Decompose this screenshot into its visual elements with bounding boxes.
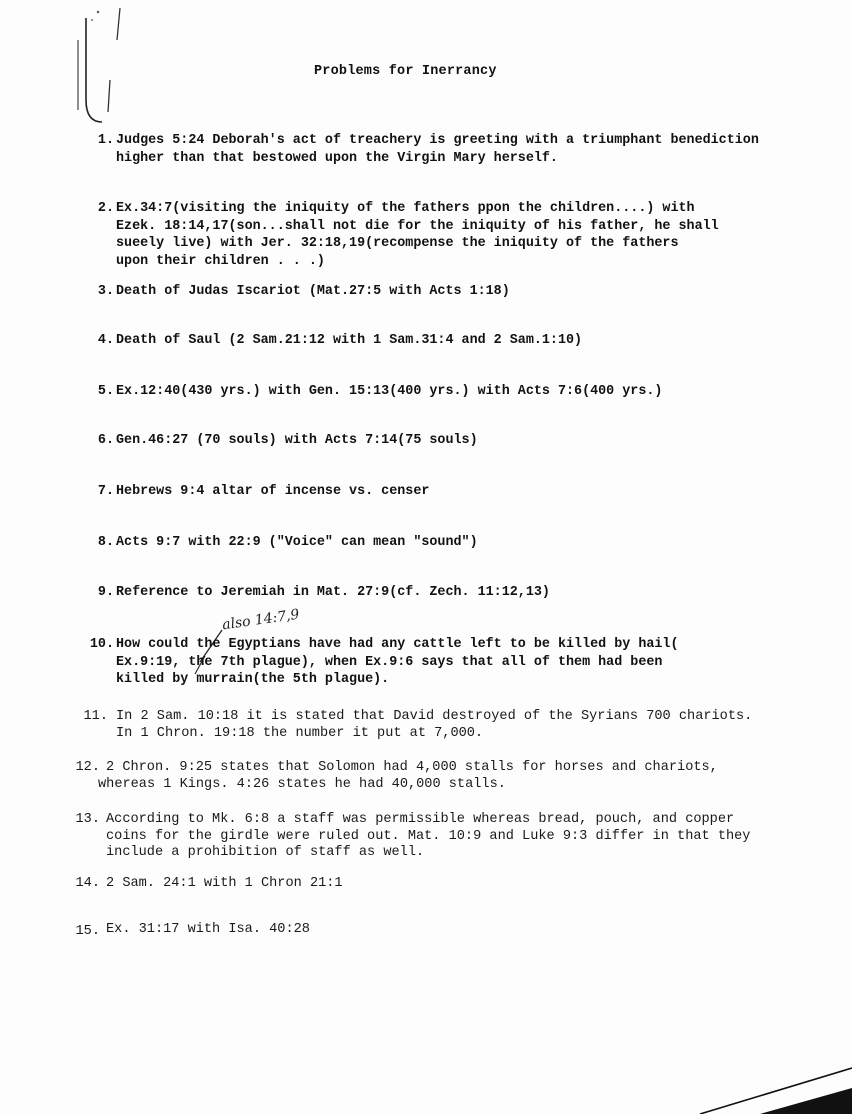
- list-item: [70, 876, 343, 893]
- item-text-line: Judges 5:24 Deborah's act of treachery is greeting with a triumphant benediction: [116, 133, 759, 148]
- list-item: [84, 534, 478, 552]
- handwritten-note: also 14:7,9: [221, 606, 301, 634]
- item-text-line: How could the Egyptians have had any cattle left to be killed by hail(: [116, 637, 679, 652]
- item-text-line: In 2 Sam. 10:18 it is stated that David destroyed of the Syrians 700 chariots.: [116, 709, 753, 724]
- list-item: [84, 483, 429, 501]
- item-number: 15.: [75, 924, 100, 939]
- list-item: [84, 584, 550, 602]
- item-text-line: higher than that bestowed upon the Virgin Mary herself.: [116, 150, 558, 166]
- list-item: [84, 636, 679, 689]
- list-item: [70, 812, 750, 862]
- item-number: 12.: [75, 760, 100, 775]
- item-text-line: 2 Sam. 24:1 with 1 Chron 21:1: [106, 876, 343, 891]
- list-item: [84, 200, 719, 270]
- item-text-line: Gen.46:27 (70 souls) with Acts 7:14(75 souls): [116, 433, 478, 448]
- item-number: 13.: [75, 812, 100, 827]
- item-number: 11.: [83, 709, 108, 724]
- list-item: [84, 283, 510, 301]
- item-text-line: coins for the girdle were ruled out. Mat. 10:9 and Luke 9:3 differ in that they: [106, 828, 751, 844]
- item-number: 5.: [97, 384, 114, 399]
- item-number: 9.: [97, 585, 114, 600]
- item-text-line: killed by murrain(the 5th plague).: [116, 672, 390, 687]
- item-text-line: Death of Judas Iscariot (Mat.27:5 with Acts 1:18): [116, 284, 510, 299]
- item-text-line: Ex.9:19, the 7th plague), when Ex.9:6 says that all of them had been: [116, 654, 663, 670]
- item-text-line: According to Mk. 6:8 a staff was permissible whereas bread, pouch, and copper: [106, 812, 735, 827]
- item-text-line: include a prohibition of staff as well.: [106, 845, 425, 860]
- item-number: 2.: [97, 201, 114, 216]
- item-number: 6.: [97, 433, 114, 448]
- item-number: 7.: [97, 484, 114, 499]
- item-number: 8.: [97, 535, 114, 550]
- list-item: [84, 132, 759, 167]
- item-text-line: In 1 Chron. 19:18 the number it put at 7,000.: [116, 725, 484, 741]
- item-text-line: sueely live) with Jer. 32:18,19(recompense the iniquity of the fathers: [116, 236, 679, 251]
- item-number: 1.: [97, 133, 114, 148]
- item-number: 4.: [97, 333, 114, 348]
- item-text-line: Acts 9:7 with 22:9 ("Voice" can mean "sound"): [116, 535, 478, 550]
- list-item: [84, 432, 478, 450]
- item-number: 3.: [97, 284, 114, 299]
- item-text-line: Death of Saul (2 Sam.21:12 with 1 Sam.31:4 and 2 Sam.1:10): [116, 333, 583, 348]
- item-text-line: whereas 1 Kings. 4:26 states he had 40,000 stalls.: [98, 776, 506, 792]
- item-text-line: upon their children . . .): [116, 253, 325, 269]
- document-title: Problems for Inerrancy: [314, 64, 497, 79]
- list-item: [70, 760, 718, 793]
- item-text-line: Hebrews 9:4 altar of incense vs. censer: [116, 484, 430, 499]
- list-item: [84, 332, 582, 350]
- item-text-line: Ex.34:7(visiting the iniquity of the fathers ppon the children....) with: [116, 201, 695, 216]
- list-item: [70, 922, 310, 939]
- item-text-line: Reference to Jeremiah in Mat. 27:9(cf. Zech. 11:12,13): [116, 585, 550, 600]
- item-text-line: Ex. 31:17 with Isa. 40:28: [106, 922, 310, 937]
- item-text-line: 2 Chron. 9:25 states that Solomon had 4,000 stalls for horses and chariots,: [106, 760, 718, 775]
- item-number: 10.: [89, 637, 114, 652]
- list-item: [78, 709, 752, 742]
- item-text-line: Ezek. 18:14,17(son...shall not die for the iniquity of his father, he shall: [116, 218, 719, 234]
- list-item: [84, 383, 662, 401]
- item-number: 14.: [75, 876, 100, 891]
- item-text-line: Ex.12:40(430 yrs.) with Gen. 15:13(400 yrs.) with Acts 7:6(400 yrs.): [116, 384, 663, 399]
